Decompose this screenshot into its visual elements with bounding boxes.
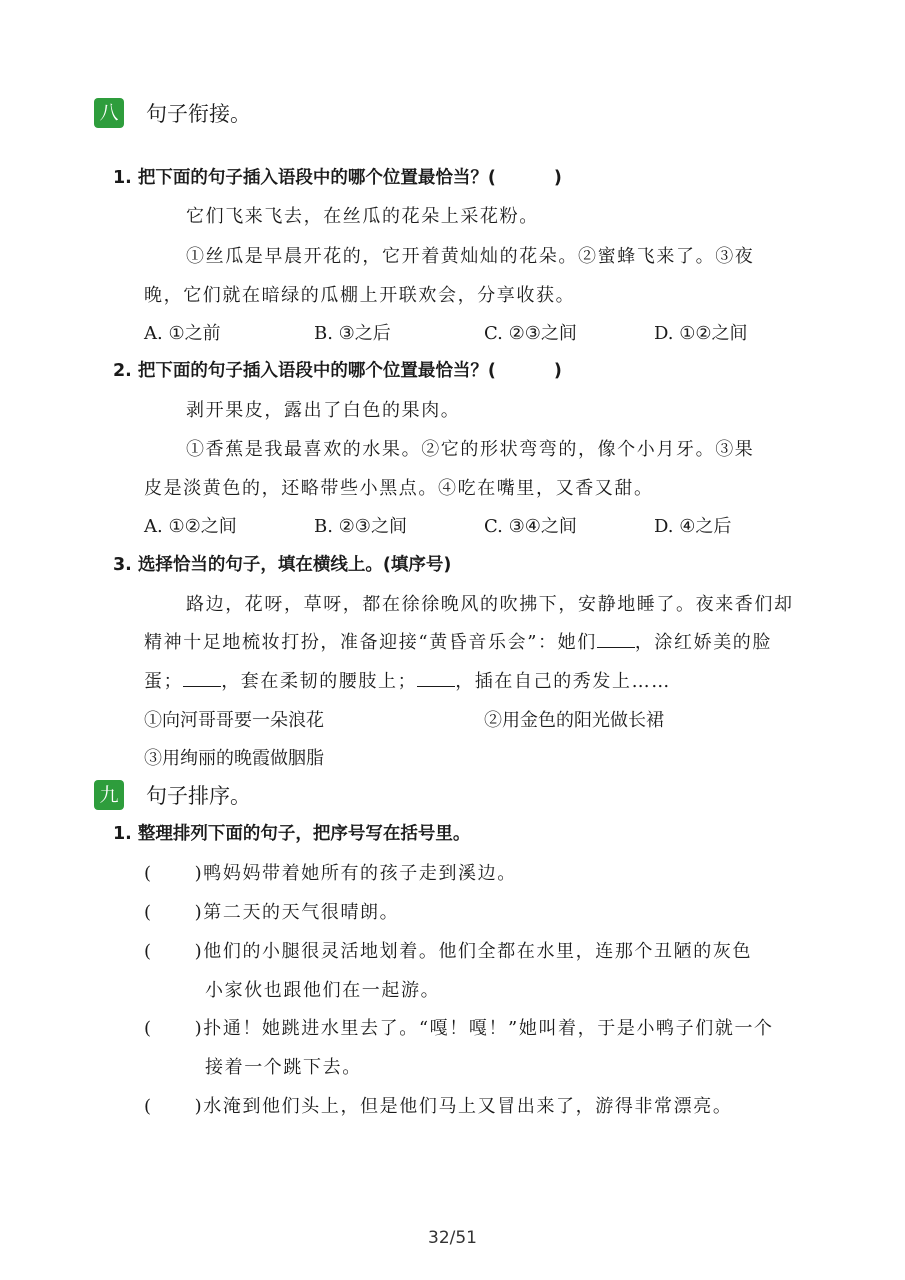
fill-blank[interactable] — [417, 672, 455, 687]
s8-q2-option-b: B. ②③之间 — [314, 516, 407, 537]
s8-q2-option-d: D. ④之后 — [654, 516, 732, 537]
s8-q2-sentence: 剥开果皮，露出了白色的果肉。 — [186, 400, 461, 421]
s9-item-1: ( )鸭妈妈带着她所有的孩子走到溪边。 — [144, 863, 517, 884]
s8-q1-option-b: B. ③之后 — [314, 323, 391, 344]
s8-q1-option-a: A. ①之前 — [144, 323, 221, 344]
s8-q2-stem: 2. 把下面的句子插入语段中的哪个位置最恰当？( ) — [113, 361, 562, 381]
s9-item-2: ( )第二天的天气很晴朗。 — [144, 902, 400, 923]
s9-item-4: ( )扑通！她跳进水里去了。“嘎！嘎！”她叫着，于是小鸭子们就一个 — [144, 1018, 774, 1039]
s9-q1-stem: 1. 整理排列下面的句子，把序号写在括号里。 — [113, 824, 471, 844]
s8-q1-para-line1: ①丝瓜是早晨开花的，它开着黄灿灿的花朵。②蜜蜂飞来了。③夜 — [186, 246, 755, 267]
s8-q3-choice3: ③用绚丽的晚霞做胭脂 — [144, 748, 324, 769]
section-8-title: 句子衔接。 — [146, 102, 251, 126]
s9-item-3-cont: 小家伙也跟他们在一起游。 — [205, 980, 441, 1001]
s8-q3-line2: 精神十足地梳妆打扮，准备迎接“黄昏音乐会”：她们 ，涂红娇美的脸 — [144, 632, 773, 653]
section-8-heading — [94, 98, 251, 128]
page-number: 32/51 — [428, 1228, 477, 1248]
s8-q1-sentence: 它们飞来飞去，在丝瓜的花朵上采花粉。 — [186, 206, 539, 227]
section-9-heading — [94, 780, 251, 810]
s8-q3-stem: 3. 选择恰当的句子，填在横线上。(填序号) — [113, 555, 452, 575]
s8-q3-line3: 蛋； ，套在柔韧的腰肢上； ，插在自己的秀发上…… — [144, 671, 671, 692]
s9-item-4-cont: 接着一个跳下去。 — [205, 1057, 362, 1078]
s8-q2-option-a: A. ①②之间 — [144, 516, 237, 537]
s8-q1-para-line2: 晚，它们就在暗绿的瓜棚上开联欢会，分享收获。 — [144, 285, 576, 306]
section-9-badge: 九 — [94, 780, 124, 810]
s8-q3-choice2: ②用金色的阳光做长裙 — [484, 710, 664, 731]
s8-q2-para-line2: 皮是淡黄色的，还略带些小黑点。④吃在嘴里，又香又甜。 — [144, 478, 654, 499]
s8-q1-stem: 1. 把下面的句子插入语段中的哪个位置最恰当？( ) — [113, 168, 562, 188]
s8-q3-choice1: ①向河哥哥要一朵浪花 — [144, 710, 324, 731]
section-9-title: 句子排序。 — [146, 784, 251, 808]
fill-blank[interactable] — [183, 672, 221, 687]
s8-q1-option-c: C. ②③之间 — [484, 323, 577, 344]
s8-q1-option-d: D. ①②之间 — [654, 323, 748, 344]
s8-q2-option-c: C. ③④之间 — [484, 516, 577, 537]
s8-q2-para-line1: ①香蕉是我最喜欢的水果。②它的形状弯弯的，像个小月牙。③果 — [186, 439, 755, 460]
section-8-badge: 八 — [94, 98, 124, 128]
s8-q3-line1: 路边，花呀，草呀，都在徐徐晚风的吹拂下，安静地睡了。夜来香们却 — [186, 594, 794, 615]
fill-blank[interactable] — [597, 633, 635, 648]
s9-item-3: ( )他们的小腿很灵活地划着。他们全都在水里，连那个丑陋的灰色 — [144, 941, 753, 962]
s9-item-5: ( )水淹到他们头上，但是他们马上又冒出来了，游得非常漂亮。 — [144, 1096, 733, 1117]
